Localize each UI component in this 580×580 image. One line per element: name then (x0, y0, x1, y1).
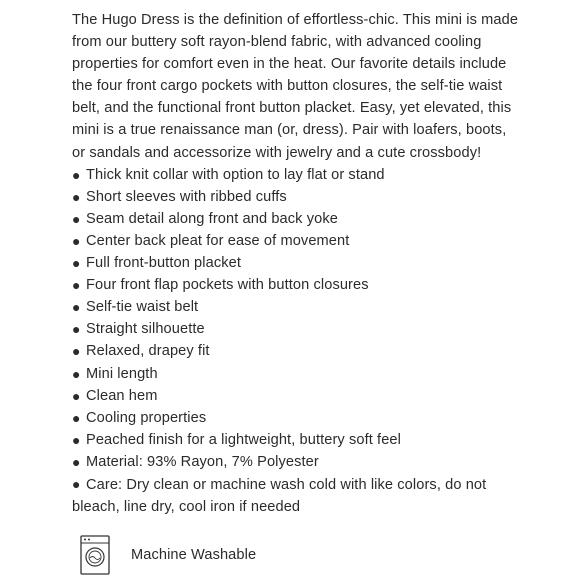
washing-machine-icon (80, 535, 110, 575)
feature-list (72, 164, 522, 519)
feature-item: ● Mini length (72, 363, 522, 385)
bullet-icon: ● (72, 453, 81, 470)
bullet-icon: ● (72, 210, 81, 227)
bullet-icon: ● (72, 232, 81, 249)
bullet-icon: ● (72, 299, 81, 316)
bullet-icon: ● (72, 387, 81, 404)
care-instruction (80, 534, 256, 576)
feature-item: ● Clean hem (72, 385, 522, 407)
feature-item: ● Center back pleat for ease of movement (72, 230, 522, 252)
feature-item: ● Seam detail along front and back yoke (72, 208, 522, 230)
feature-item: ● Full front-button placket (72, 252, 522, 274)
feature-item: ● Peached finish for a lightweight, buttery soft feel (72, 429, 522, 451)
bullet-icon: ● (72, 343, 81, 360)
feature-item: ● Care: Dry clean or machine wash cold with like colors, do not bleach, line dry, cool iron if needed (72, 473, 522, 518)
bullet-icon: ● (72, 188, 81, 205)
bullet-icon: ● (72, 321, 81, 338)
bullet-icon: ● (72, 166, 81, 183)
feature-item: ● Straight silhouette (72, 318, 522, 340)
feature-item: ● Thick knit collar with option to lay flat or stand (72, 164, 522, 186)
product-description: The Hugo Dress is the definition of effortless-chic. This mini is made from our buttery soft rayon-blend fabric, with advanced cooling properties for comfort even in the heat. Our favorite details include the four front cargo pockets with button closures, the self-tie waist belt, and the functional front button placket. Easy, yet elevated, this mini is a true renaissance man (or, dress). Pair with loafers, boots, or sandals and accessorize with jewelry and a cute crossbody! (72, 12, 519, 161)
feature-item: ● Relaxed, drapey fit (72, 340, 522, 362)
feature-item: ● Four front flap pockets with button closures (72, 274, 522, 296)
bullet-icon: ● (72, 431, 81, 448)
feature-item: ● Material: 93% Rayon, 7% Polyester (72, 451, 522, 473)
bullet-icon: ● (72, 409, 81, 426)
bullet-icon: ● (72, 365, 81, 382)
care-label: Machine Washable (131, 547, 257, 563)
feature-item: ● Self-tie waist belt (72, 296, 522, 318)
bullet-icon: ● (72, 277, 81, 294)
bullet-icon: ● (72, 255, 81, 272)
product-details (72, 9, 522, 518)
feature-item: ● Short sleeves with ribbed cuffs (72, 186, 522, 208)
feature-item: ● Cooling properties (72, 407, 522, 429)
bullet-icon: ● (72, 475, 81, 492)
